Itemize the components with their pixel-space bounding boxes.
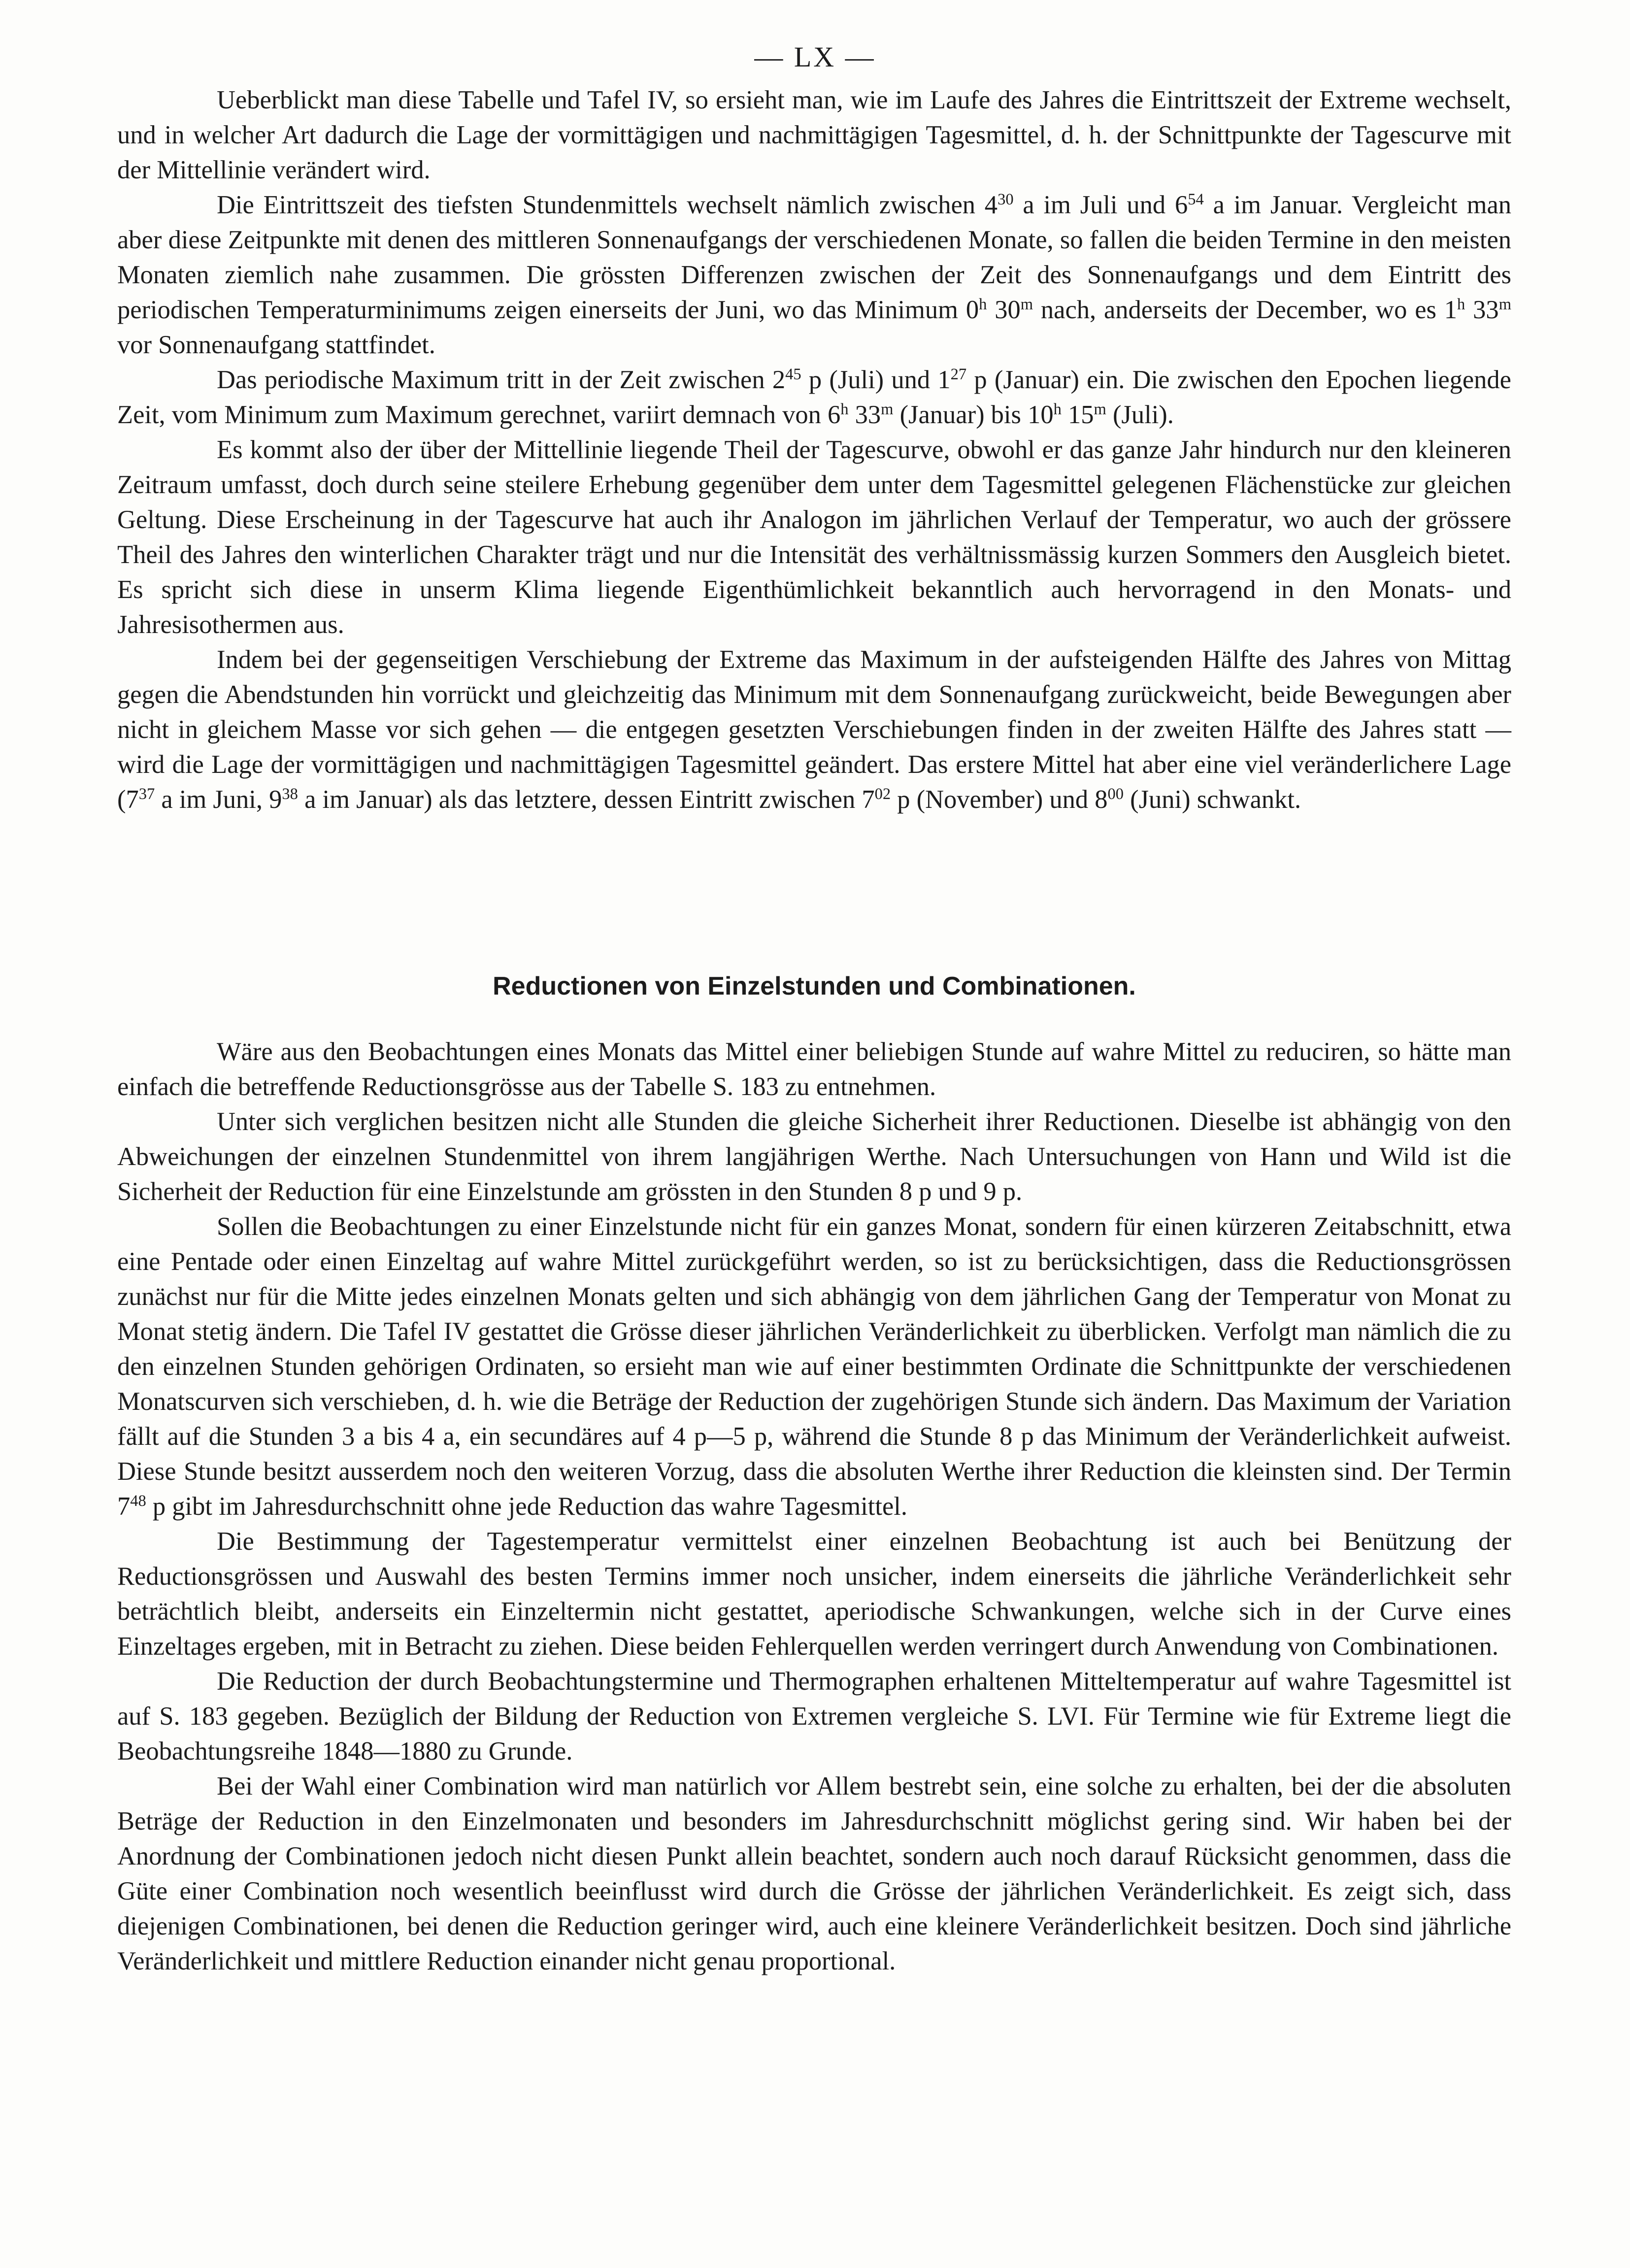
paragraph [117, 1769, 1511, 1979]
text-segment: p (November) und 8 [891, 785, 1108, 814]
text-segment: 33 [848, 400, 881, 429]
text-segment: p (Juli) und 1 [801, 366, 951, 394]
superscript: 00 [1107, 785, 1124, 803]
paragraph [117, 363, 1511, 433]
paragraph [117, 188, 1511, 363]
text-segment: p gibt im Jahresdurchschnitt ohne jede Reduction das wahre Tagesmittel. [146, 1492, 907, 1521]
text-segment: Wäre aus den Beobachtungen eines Monats das Mittel einer beliebigen Stunde auf wahre Mittel zu reduciren, so hätte man einfach die betreffende Reductionsgrösse aus der Tabelle S. 183 zu entnehmen. [117, 1037, 1511, 1101]
superscript: 30 [998, 191, 1014, 209]
paragraph [117, 1524, 1511, 1664]
text-segment: Die Reduction der durch Beobachtungstermine und Thermographen erhaltenen Mitteltemperatur auf wahre Tagesmittel ist auf S. 183 gegeben. Bezüglich der Bildung der Reduction von Extremen vergleiche S. LVI. Für Termine wie für Extreme liegt die Beobachtungsreihe 1848—1880 zu Grunde. [117, 1667, 1511, 1766]
paragraph [117, 1034, 1511, 1104]
text-segment: Das periodische Maximum tritt in der Zeit zwischen 2 [217, 366, 786, 394]
text-segment: nach, anderseits der December, wo es 1 [1033, 296, 1458, 324]
superscript: m [1498, 296, 1512, 314]
section-heading: Reductionen von Einzelstunden und Combinationen. [493, 972, 1136, 1001]
text-block-intro [117, 83, 1511, 817]
superscript: m [1094, 400, 1106, 419]
text-segment: 30 [987, 296, 1021, 324]
text-segment: 15 [1061, 400, 1094, 429]
superscript: h [979, 296, 987, 314]
superscript: 27 [950, 366, 967, 384]
superscript: m [881, 400, 894, 419]
superscript: 38 [282, 785, 298, 803]
superscript: m [1020, 296, 1033, 314]
text-segment: p (Januar) ein. Die zwischen den Epochen liegende Zeit, vom Minimum zum Maximum gerechnet, variirt demnach von 6 [117, 366, 1511, 429]
superscript: h [840, 400, 849, 419]
page-number: — LX — [754, 41, 876, 73]
text-segment: a im Januar. Vergleicht man aber diese Zeitpunkte mit denen des mittleren Sonnenaufgangs der verschiedenen Monate, so fallen die beiden Termine in den meisten Monaten ziemlich nahe zusammen. Die grössten Differenzen zwischen der Zeit des Sonnenaufgangs und dem Eintritt des periodischen Temperaturminimums zeigen einerseits der Juni, wo das Minimum 0 [117, 191, 1511, 324]
paragraph [117, 642, 1511, 817]
text-segment: (Juli). [1106, 400, 1174, 429]
text-segment: vor Sonnenaufgang stattfindet. [117, 331, 435, 359]
paragraph [117, 1104, 1511, 1209]
text-segment: Die Eintrittszeit des tiefsten Stundenmittels wechselt nämlich zwischen 4 [217, 191, 998, 219]
text-segment: Unter sich verglichen besitzen nicht alle Stunden die gleiche Sicherheit ihrer Reductionen. Dieselbe ist abhängig von den Abweichungen der einzelnen Stundenmittel von ihrem langjährigen Werthe. Nach Untersuchungen von Hann und Wild ist die Sicherheit der Reduction für eine Einzelstunde am grössten in den Stunden 8 p und 9 p. [117, 1107, 1511, 1206]
text-segment: Bei der Wahl einer Combination wird man natürlich vor Allem bestrebt sein, eine solche zu erhalten, bei der die absoluten Beträge der Reduction in den Einzelmonaten und besonders im Jahresdurchschnitt möglichst gering sind. Wir haben bei der Anordnung der Combinationen jedoch nicht diesen Punkt allein beachtet, sondern auch noch darauf Rücksicht genommen, dass die Güte einer Combination noch wesentlich beeinflusst wird durch die Grösse der jährlichen Veränderlichkeit. Es zeigt sich, dass diejenigen Combinationen, bei denen die Reduction geringer wird, auch eine kleinere Veränderlichkeit besitzen. Doch sind jährliche Veränderlichkeit und mittlere Reduction einander nicht genau proportional. [117, 1772, 1511, 1975]
text-segment: Indem bei der gegenseitigen Verschiebung der Extreme das Maximum in der aufsteigenden Hälfte des Jahres von Mittag gegen die Abendstunden hin vorrückt und gleichzeitig das Minimum mit dem Sonnenaufgang zurückweicht, beide Bewegungen aber nicht in gleichem Masse vor sich gehen — die entgegen gesetzten Verschiebungen finden in der zweiten Hälfte des Jahres statt — wird die Lage der vormittägigen und nachmittägigen Tagesmittel geändert. Das erstere Mittel hat aber eine viel veränderlichere Lage (7 [117, 645, 1511, 814]
text-segment: Ueberblickt man diese Tabelle und Tafel IV, so ersieht man, wie im Laufe des Jahres die Eintrittszeit der Extreme wechselt, und in welcher Art dadurch die Lage der vormittägigen und nachmittägigen Tagesmittel, d. h. der Schnittpunkte der Tagescurve mit der Mittellinie verändert wird. [117, 86, 1511, 184]
paragraph [117, 1209, 1511, 1524]
superscript: h [1053, 400, 1062, 419]
text-block-reductions [117, 1034, 1511, 1979]
text-segment: Es kommt also der über der Mittellinie liegende Theil der Tagescurve, obwohl er das ganze Jahr hindurch nur den kleineren Zeitraum umfasst, doch durch seine steilere Erhebung gegenüber dem unter dem Tagesmittel gelegenen Flächenstücke zur gleichen Geltung. Diese Erscheinung in der Tagescurve hat auch ihr Analogon im jährlichen Verlauf der Temperatur, wo auch der grössere Theil des Jahres den winterlichen Charakter trägt und nur die Intensität des verhältnissmässig kurzen Sommers den Ausgleich bietet. Es spricht sich diese in unserm Klima liegende Eigenthümlichkeit bekanntlich auch hervorragend in den Monats- und Jahresisothermen aus. [117, 435, 1511, 639]
superscript: 54 [1188, 191, 1204, 209]
paragraph [117, 83, 1511, 188]
paragraph [117, 1664, 1511, 1769]
text-segment: Sollen die Beobachtungen zu einer Einzelstunde nicht für ein ganzes Monat, sondern für einen kürzeren Zeitabschnitt, etwa eine Pentade oder einen Einzeltag auf wahre Mittel zurückgeführt werden, so ist zu berücksichtigen, dass die Reductionsgrössen zunächst nur für die Mitte jedes einzelnen Monats gelten und sich abhängig von dem jährlichen Gang der Temperatur von Monat zu Monat stetig ändern. Die Tafel IV gestattet die Grösse dieser jährlichen Veränderlichkeit zu überblicken. Verfolgt man nämlich die zu den einzelnen Stunden gehörigen Ordinaten, so ersieht man wie auf einer bestimmten Ordinate die Schnittpunkte der verschiedenen Monatscurven sich verschieben, d. h. wie die Beträge der Reduction der zugehörigen Stunde sich ändern. Das Maximum der Variation fällt auf die Stunden 3 a bis 4 a, ein secundäres auf 4 p—5 p, während die Stunde 8 p das Minimum der Veränderlichkeit aufweist. Diese Stunde besitzt ausserdem noch den weiteren Vorzug, dass die absoluten Werthe ihrer Reduction die kleinsten sind. Der Termin 7 [117, 1212, 1511, 1521]
superscript: 02 [874, 785, 891, 803]
superscript: h [1457, 296, 1465, 314]
text-segment: a im Juli und 6 [1013, 191, 1188, 219]
text-segment: (Januar) bis 10 [893, 400, 1054, 429]
text-segment: a im Januar) als das letztere, dessen Eintritt zwischen 7 [298, 785, 875, 814]
text-segment: a im Juni, 9 [155, 785, 282, 814]
text-segment: (Juni) schwankt. [1124, 785, 1301, 814]
superscript: 45 [785, 366, 801, 384]
paragraph [117, 433, 1511, 642]
text-segment: 33 [1465, 296, 1499, 324]
superscript: 48 [130, 1492, 146, 1510]
superscript: 37 [138, 785, 155, 803]
text-segment: Die Bestimmung der Tagestemperatur vermittelst einer einzelnen Beobachtung ist auch bei Benützung der Reductionsgrössen und Auswahl des besten Termins immer noch unsicher, indem einerseits die jährliche Veränderlichkeit sehr beträchtlich bleibt, anderseits ein Einzeltermin nicht gestattet, aperiodische Schwankungen, welche sich in der Curve eines Einzeltages ergeben, mit in Betracht zu ziehen. Diese beiden Fehlerquellen werden verringert durch Anwendung von Combinationen. [117, 1527, 1511, 1661]
